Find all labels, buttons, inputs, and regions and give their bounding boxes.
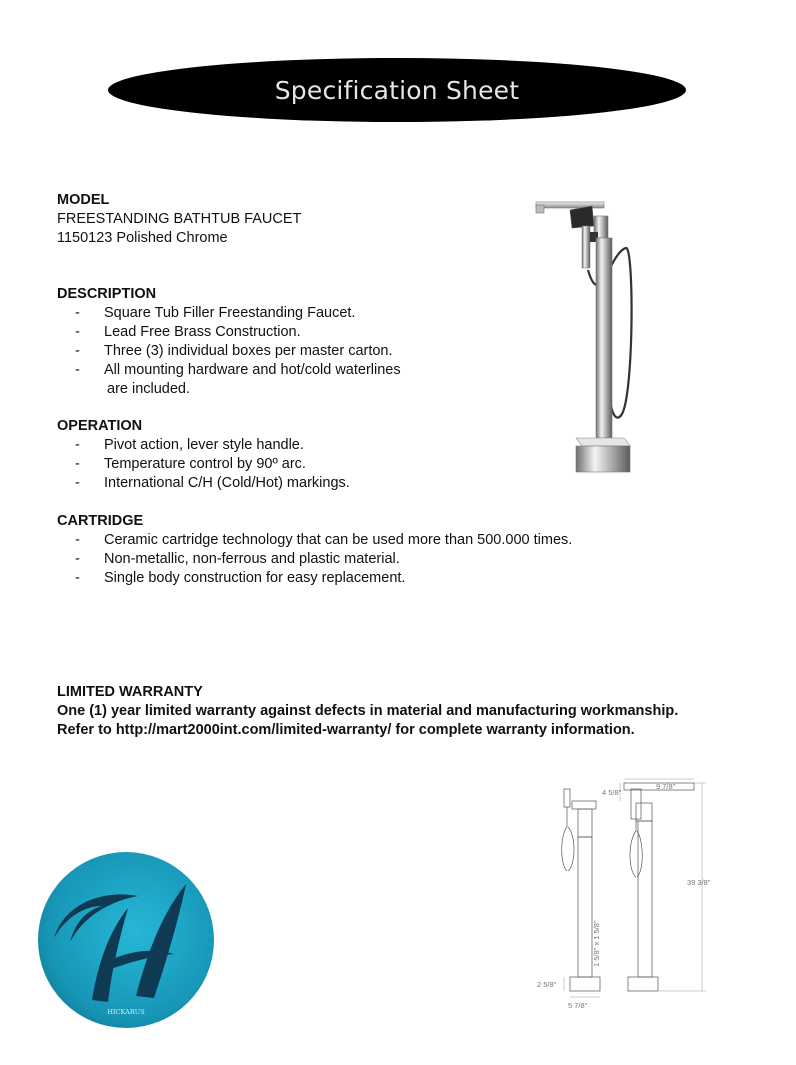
operation-list <box>57 436 350 493</box>
list-item: - All mounting hardware and hot/cold waterlines are included. <box>75 362 401 397</box>
operation-heading: OPERATION <box>57 418 143 434</box>
warranty-line: One (1) year limited warranty against defects in material and manufacturing workmanship. <box>57 703 679 719</box>
list-item: - Three (3) individual boxes per master carton. <box>75 343 393 359</box>
dim-spout-reach: 9 7/8" <box>656 782 676 791</box>
list-item: - Temperature control by 90º arc. <box>75 456 306 472</box>
page-title: Specification Sheet <box>274 75 520 105</box>
operation-section <box>57 417 350 493</box>
brand-logo <box>36 850 216 1030</box>
list-item-continuation: are included. <box>107 381 191 397</box>
cartridge-list <box>57 531 572 588</box>
logo-brand-text: HICKARUS <box>107 1008 145 1016</box>
description-list <box>57 304 401 399</box>
warranty-heading: LIMITED WARRANTY <box>57 684 203 700</box>
warranty-section <box>57 683 678 740</box>
dim-base-width: 5 7/8" <box>568 1001 588 1010</box>
description-heading: DESCRIPTION <box>57 286 157 302</box>
dim-total-height: 39 3/8" <box>687 878 711 887</box>
model-heading: MODEL <box>57 192 110 208</box>
dim-spout-height: 4 5/8" <box>602 788 622 797</box>
list-item: - International C/H (Cold/Hot) markings. <box>75 475 350 491</box>
list-item: - Pivot action, lever style handle. <box>75 437 304 453</box>
dim-column: 1 5/8" x 1 5/8" <box>592 920 601 967</box>
model-name: FREESTANDING BATHTUB FAUCET <box>57 211 302 227</box>
list-item: - Single body construction for easy replacement. <box>75 570 406 586</box>
model-sku: 1150123 Polished Chrome <box>57 230 228 246</box>
dimension-drawing <box>532 775 732 1015</box>
list-item: - Non-metallic, non-ferrous and plastic material. <box>75 551 400 567</box>
list-item: - Lead Free Brass Construction. <box>75 324 301 340</box>
title-banner <box>108 58 686 122</box>
cartridge-heading: CARTRIDGE <box>57 513 144 529</box>
model-section <box>57 191 301 248</box>
warranty-line: Refer to http://mart2000int.com/limited-warranty/ for complete warranty information. <box>57 722 635 738</box>
cartridge-section <box>57 512 572 588</box>
list-item: - Ceramic cartridge technology that can be used more than 500.000 times. <box>75 532 573 548</box>
list-item: - Square Tub Filler Freestanding Faucet. <box>75 305 356 321</box>
dim-base-height: 2 5/8" <box>537 980 557 989</box>
description-section <box>57 285 401 399</box>
faucet-product-image <box>530 192 650 477</box>
